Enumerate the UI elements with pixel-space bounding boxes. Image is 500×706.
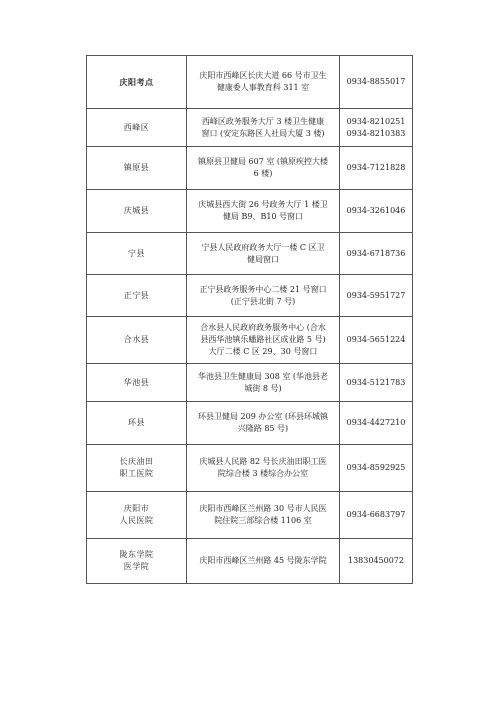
address-cell [187,147,340,190]
phone-cell-line: 0934-4427210 [346,418,406,427]
address-cell-line: 庆阳市西峰区兰州路 30 号市人民医 [199,504,327,513]
phone-cell-line: 0934-8210251 [346,116,406,126]
site-name-cell [87,190,187,233]
site-name-cell-line: 医学院 [123,562,150,571]
phone-cell-line: 0934-6683797 [346,510,406,519]
address-cell [187,364,340,402]
address-cell-line: 环县卫健局 209 办公室 (环县环城镇 [197,412,329,421]
address-cell-line: 城街 8 号) [244,383,282,393]
site-name-cell [87,317,187,364]
address-cell [187,445,340,492]
phone-cell [340,233,413,275]
table-row [87,233,413,275]
phone-cell-line: 0934-3261046 [346,206,406,215]
site-name-cell-line: 庆阳市 [123,504,150,513]
address-cell-line: 健局窗口 [247,254,279,264]
table-row [87,539,413,584]
site-name-cell [87,539,187,584]
site-name-cell [87,364,187,402]
site-name-cell-line: 庆城县 [123,206,150,215]
phone-cell-line: 0934-7121828 [346,163,406,172]
site-name-cell-line: 陇东学院 [119,550,154,559]
site-name-cell-line: 长庆油田 [119,457,154,466]
site-name-cell-line: 西峰区 [123,122,150,132]
site-name-cell-line: 职工医院 [119,469,154,478]
phone-cell-line: 0934-5121783 [346,377,406,387]
address-cell [187,190,340,233]
phone-cell [340,364,413,402]
address-cell [187,492,340,539]
address-cell-line: (正宁县北街 7 号) [230,296,296,306]
table-row [87,402,413,445]
site-name-cell-line: 镇原县 [123,163,150,172]
site-name-cell [87,445,187,492]
table-row [87,147,413,190]
site-name-cell-line: 宁县 [128,248,145,258]
address-cell-line: 庆城县人民路 82 号长庆油田职工医 [199,457,327,466]
address-cell-line: 院综合楼 3 楼综合办公室 [217,469,309,478]
site-name-cell [87,56,187,109]
address-cell-line: 镇原县卫健局 607 室 (镇原疾控大楼 [197,157,329,166]
site-name-cell-line: 庆阳考点 [119,77,154,87]
address-cell-line: 院住院三部综合楼 1106 室 [214,516,312,525]
table-body [87,56,413,584]
phone-cell-line: 0934-5651224 [346,335,406,344]
address-cell [187,539,340,584]
table-row [87,317,413,364]
phone-cell-line: 0934-8855017 [346,77,406,86]
phone-cell [340,539,413,584]
site-name-cell [87,109,187,147]
address-cell [187,109,340,147]
site-name-cell-line: 环县 [128,418,145,427]
address-cell-line: 县西华池镇乐蟠路社区成业路 5 号) [200,335,326,344]
address-cell-line: 华池县卫生健康局 308 室 (华池县老 [197,371,329,381]
address-cell-line: 正宁县政务服务中心二楼 21 号窗口 [199,284,327,294]
site-name-cell [87,402,187,445]
site-name-cell [87,233,187,275]
address-cell-line: 合水县人民政府政务服务中心 (合水 [200,323,326,332]
phone-cell [340,445,413,492]
site-name-cell [87,147,187,190]
phone-cell [340,275,413,317]
table-row [87,190,413,233]
address-cell [187,275,340,317]
address-cell-line: 西峰区政务服务大厅 3 楼卫生健康 [201,116,325,126]
phone-cell [340,402,413,445]
address-cell-line: 6 楼) [253,169,273,178]
address-cell [187,233,340,275]
table-row [87,492,413,539]
phone-cell [340,109,413,147]
table-row [87,109,413,147]
phone-cell-line: 0934-8210383 [346,128,406,138]
address-cell [187,317,340,364]
phone-cell [340,56,413,109]
address-cell-line: 宁县人民政府政务大厅一楼 C 区卫 [201,242,325,252]
site-name-cell-line: 正宁县 [123,290,150,300]
site-name-cell-line: 人民医院 [119,516,154,525]
address-cell [187,402,340,445]
table-row [87,56,413,109]
phone-cell [340,317,413,364]
site-name-cell-line: 合水县 [123,335,150,344]
address-cell-line: 兴隆路 85 号) [237,424,289,433]
address-cell-line: 庆城县西大街 26 号政务大厅 1 楼卫 [198,200,328,209]
table-row [87,445,413,492]
phone-cell-line: 13830450072 [348,556,404,565]
address-cell-line: 窗口 (安定东路区人社局大厦 3 楼) [201,128,325,138]
phone-cell-line: 0934-6718736 [346,248,406,258]
address-cell-line: 庆阳市西峰区长庆大道 66 号市卫生 [199,71,327,80]
site-name-cell-line: 华池县 [123,377,150,387]
address-cell-line: 庆阳市西峰区兰州路 45 号陇东学院 [199,556,327,565]
phone-cell [340,190,413,233]
exam-site-table [86,55,413,584]
address-cell-line: 健局 B9、B10 号窗口 [222,212,304,221]
site-name-cell [87,492,187,539]
address-cell-line: 大厅二楼 C 区 29、30 号窗口 [208,347,318,356]
site-name-cell [87,275,187,317]
phone-cell-line: 0934-8592925 [346,463,406,472]
phone-cell [340,492,413,539]
phone-cell [340,147,413,190]
phone-cell-line: 0934-5951727 [346,290,406,300]
table-row [87,364,413,402]
address-cell [187,56,340,109]
table-row [87,275,413,317]
address-cell-line: 健康委人事教育科 311 室 [216,83,310,92]
